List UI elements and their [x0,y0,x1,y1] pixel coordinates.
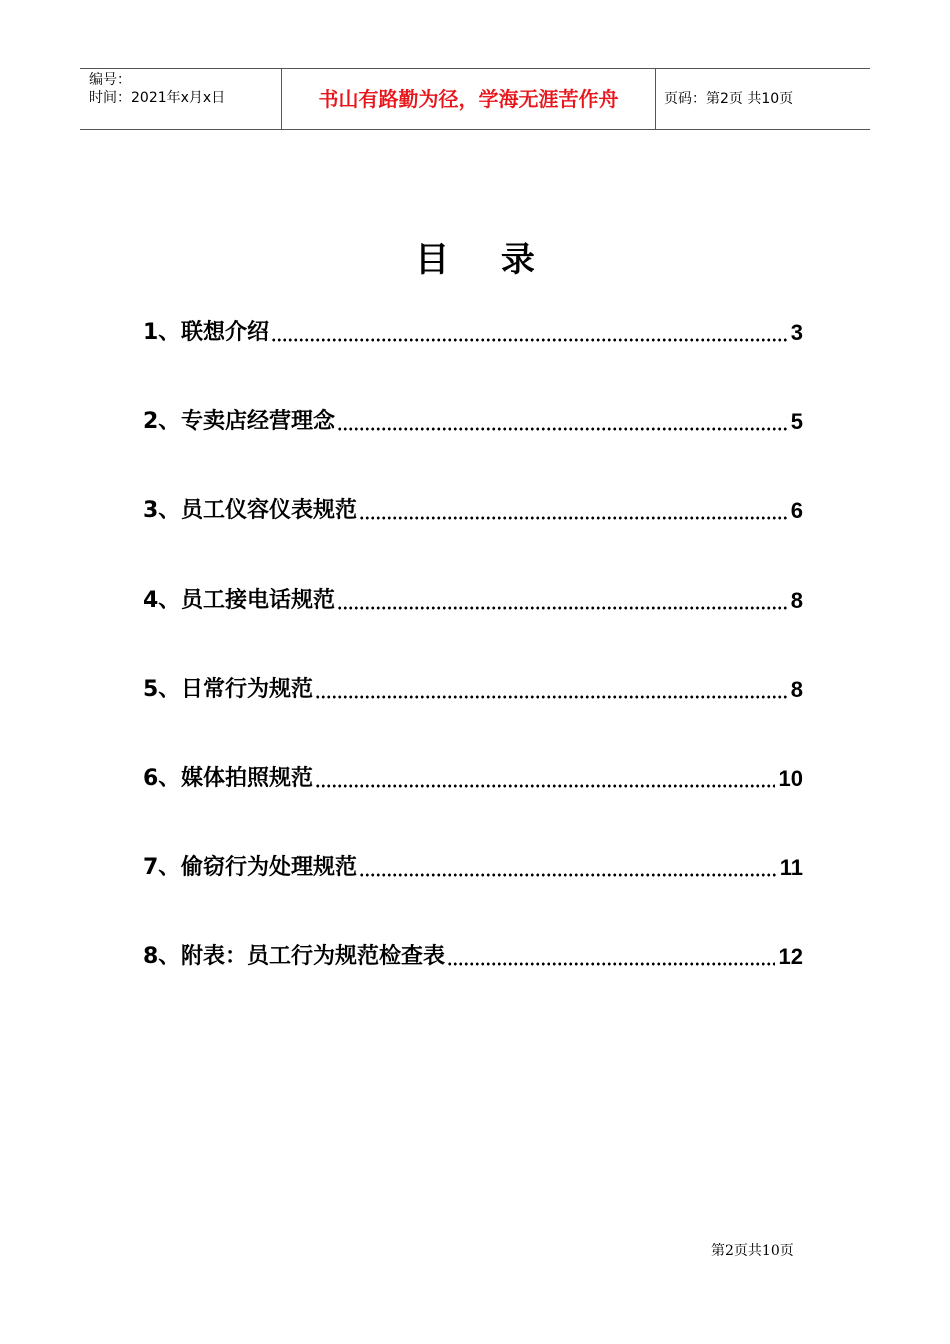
toc-entry-label: 偷窃行为处理规范 [181,855,358,881]
toc-entry-label: 附表：员工行为规范检查表 [181,944,446,970]
toc-title: 目 录 [415,240,555,280]
toc-leader-dots [337,606,787,610]
toc-entry-label: 专卖店经营理念 [181,409,336,435]
toc-entry[interactable] [143,940,803,1029]
toc-entry-page: 11 [779,855,803,881]
toc-entry-number: 8、 [143,944,181,970]
toc-leader-dots [337,427,787,431]
toc-entry-label: 员工接电话规范 [181,587,336,613]
toc-entry-page: 3 [790,320,803,345]
toc-entry-page: 5 [790,409,803,435]
toc-entry-page: 10 [778,765,803,791]
toc-entry[interactable] [143,584,803,673]
header-motto: 书山有路勤为径，学海无涯苦作舟 [318,87,619,111]
toc-entry-number: 1、 [143,320,181,345]
toc-entry-page: 12 [778,944,803,970]
toc-entry-number: 7、 [143,855,181,881]
page-footer: 第2页共10页 [711,1243,794,1259]
toc-entry-number: 3、 [143,498,181,524]
toc-entry-label: 员工仪容仪表规范 [181,498,358,524]
toc-entry-page: 8 [790,676,803,702]
toc-entry-label: 日常行为规范 [181,676,314,702]
toc-leader-dots [315,784,775,788]
toc-entry-number: 4、 [143,587,181,613]
header-meta-cell [80,69,282,129]
toc-entry-number: 5、 [143,676,181,702]
toc-entry[interactable] [143,405,803,494]
toc-entry-label: 联想介绍 [181,320,270,345]
header-motto-cell [282,69,656,129]
toc-leader-dots [447,962,775,966]
toc-entry-number: 2、 [143,409,181,435]
page-header [80,68,870,130]
toc-entry-page: 8 [790,587,803,613]
toc-entry[interactable] [143,673,803,762]
table-of-contents [143,316,803,1030]
toc-entry[interactable] [143,494,803,583]
toc-entry[interactable] [143,316,803,405]
toc-entry[interactable] [143,762,803,851]
header-page-info: 页码：第2页 共10页 [664,91,794,107]
number-label: 编号： [89,72,131,88]
toc-entry-label: 媒体拍照规范 [181,765,314,791]
toc-entry-page: 6 [790,498,803,524]
time-label: 时间：2021年x月x日 [89,90,226,106]
toc-leader-dots [315,695,787,699]
toc-leader-dots [271,338,787,342]
toc-leader-dots [359,873,776,877]
toc-entry[interactable] [143,851,803,940]
header-page-cell [656,69,870,129]
toc-entry-number: 6、 [143,765,181,791]
toc-leader-dots [359,516,787,520]
